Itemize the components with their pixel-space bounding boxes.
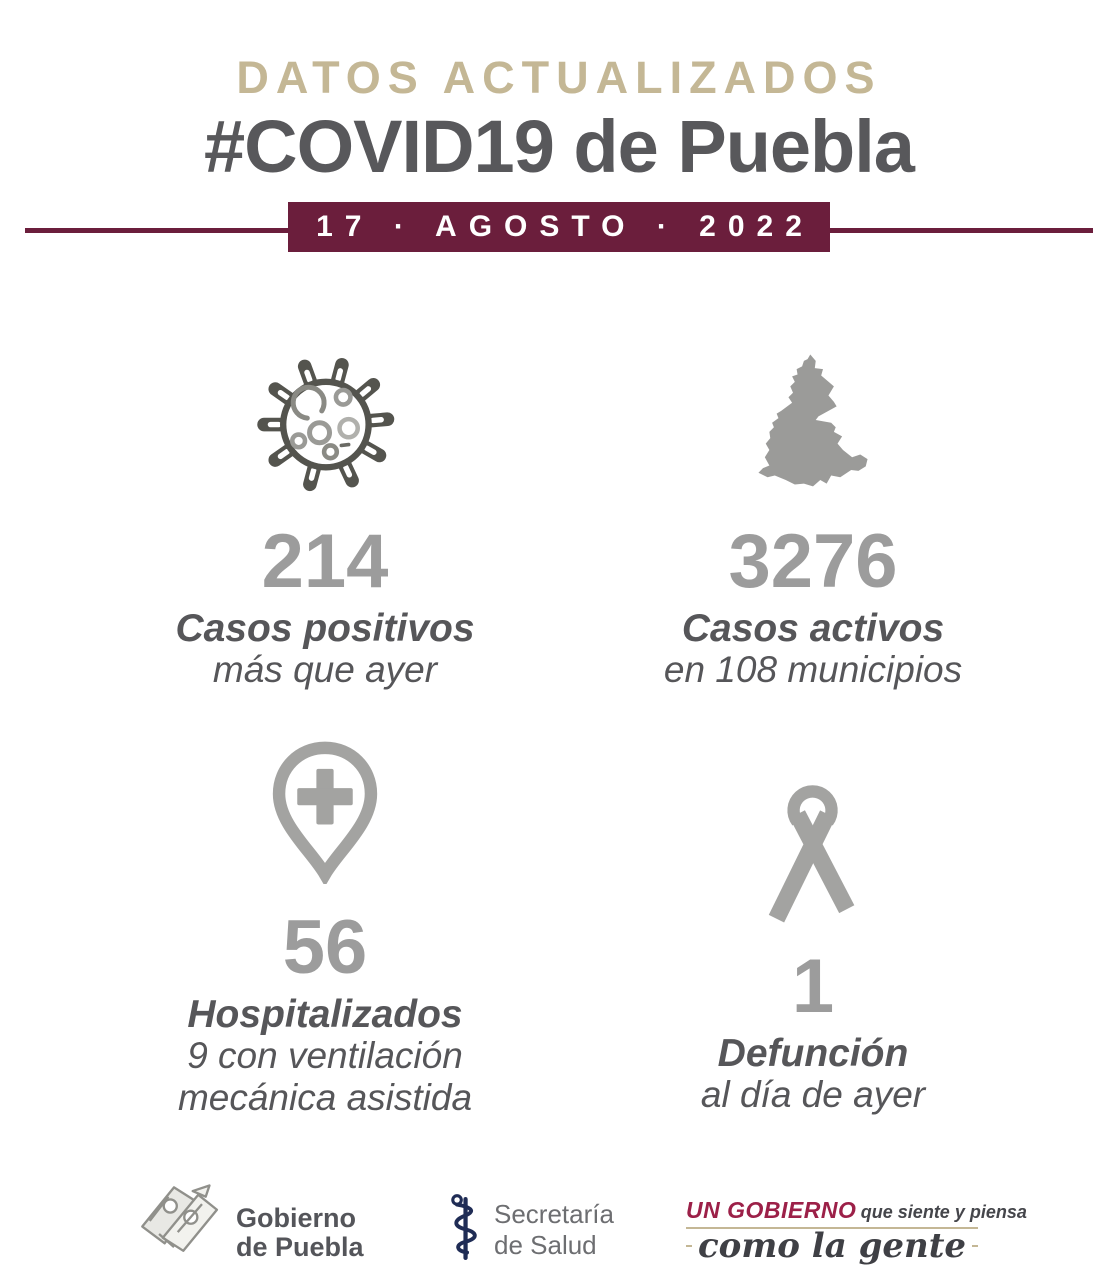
stat-label: Casos activos: [681, 606, 945, 650]
virus-icon: [252, 350, 398, 500]
stat-sublabel: en 108 municipios: [663, 649, 963, 691]
date-banner: [288, 202, 830, 252]
mourning-ribbon-icon: [761, 780, 866, 932]
gobierno-logo-text: Gobierno de Puebla: [236, 1203, 364, 1263]
stat-number: 1: [791, 944, 835, 1029]
stat-card-casos-positivos: [105, 350, 545, 691]
stat-card-hospitalizados: [105, 740, 545, 1118]
salud-logo-text: Secretaría de Salud: [494, 1199, 614, 1260]
stat-sublabel: más que ayer: [212, 649, 438, 691]
puebla-emblem-icon: [136, 1178, 226, 1267]
date-text: 17 · AGOSTO · 2022: [316, 210, 814, 243]
stat-number: 3276: [728, 519, 898, 604]
stat-label: Casos positivos: [175, 606, 475, 650]
stat-label: Defunción: [717, 1031, 909, 1075]
stat-card-casos-activos: [593, 350, 1033, 691]
slogan-script-line: como la gente: [686, 1226, 978, 1266]
stat-sublabel: 9 con ventilación: [187, 1035, 463, 1077]
gobierno-de-puebla-logo: [136, 1178, 364, 1267]
stat-number: 214: [261, 519, 389, 604]
page-title: #COVID19 de Puebla: [204, 105, 914, 188]
stat-sublabel: al día de ayer: [700, 1074, 926, 1116]
slogan-top-line: UN GOBIERNO que siente y piensa: [686, 1197, 1027, 1223]
asclepius-staff-icon: [447, 1188, 481, 1271]
government-slogan: [686, 1197, 1027, 1266]
hospital-pin-icon: [258, 740, 392, 886]
stat-number: 56: [282, 905, 368, 990]
slogan-line-segment: [972, 1245, 978, 1247]
header-kicker: DATOS ACTUALIZADOS: [236, 52, 882, 103]
stat-card-defunciones: [593, 740, 1033, 1116]
stat-label: Hospitalizados: [187, 992, 463, 1036]
puebla-map-icon: [740, 350, 886, 500]
stat-sublabel: mecánica asistida: [177, 1076, 473, 1118]
secretaria-de-salud-logo: [447, 1188, 614, 1271]
